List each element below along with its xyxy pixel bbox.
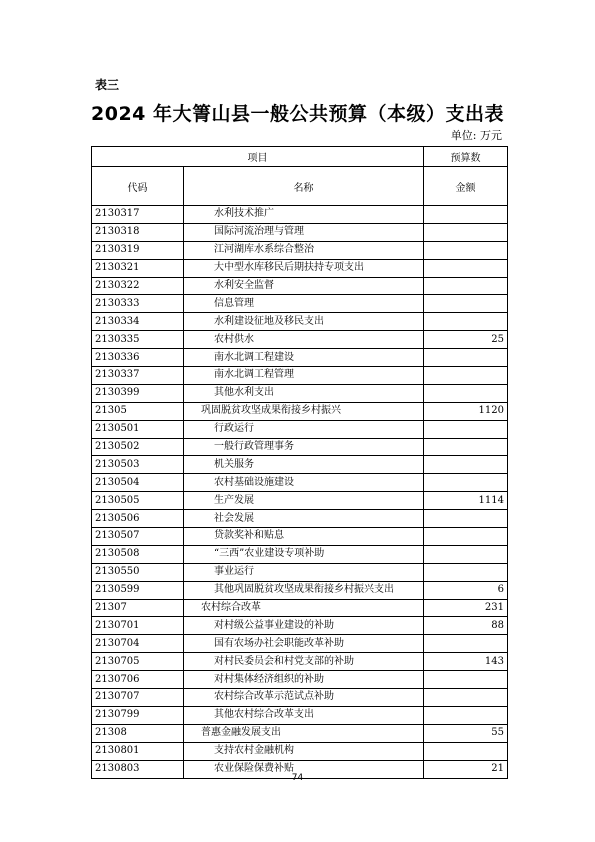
row-code: 2130506 [92, 510, 184, 528]
table-row [92, 581, 508, 599]
row-name: 农业保险保费补贴 [184, 760, 424, 778]
row-name: 国际河流治理与管理 [184, 223, 424, 241]
header-amount: 金额 [424, 167, 508, 206]
header-project: 项目 [92, 147, 424, 167]
header-code: 代码 [92, 167, 184, 206]
row-name: 水利建设征地及移民支出 [184, 313, 424, 331]
table-row [92, 510, 508, 528]
row-code: 2130317 [92, 206, 184, 224]
table-row [92, 724, 508, 742]
row-amount [424, 689, 508, 707]
row-name: 支持农村金融机构 [184, 742, 424, 760]
row-code: 2130399 [92, 384, 184, 402]
row-amount: 21 [424, 760, 508, 778]
row-name: 其他水利支出 [184, 384, 424, 402]
table-row [92, 742, 508, 760]
table-row [92, 241, 508, 259]
row-amount [424, 313, 508, 331]
row-name: “三西”农业建设专项补助 [184, 545, 424, 563]
table-row [92, 438, 508, 456]
row-name: 国有农场办社会职能改革补助 [184, 635, 424, 653]
row-amount: 1114 [424, 492, 508, 510]
table-row [92, 223, 508, 241]
row-code: 2130707 [92, 689, 184, 707]
row-amount [424, 671, 508, 689]
row-name: 农村供水 [184, 331, 424, 349]
row-code: 2130505 [92, 492, 184, 510]
page-title: 2024 年大箐山县一般公共预算（本级）支出表 [91, 103, 504, 125]
row-code: 2130801 [92, 742, 184, 760]
row-amount [424, 742, 508, 760]
row-code: 2130337 [92, 367, 184, 385]
row-amount: 25 [424, 331, 508, 349]
table-row [92, 420, 508, 438]
row-code: 21305 [92, 402, 184, 420]
row-code: 2130705 [92, 653, 184, 671]
row-amount: 6 [424, 581, 508, 599]
row-code: 2130333 [92, 295, 184, 313]
table-row [92, 456, 508, 474]
row-name: 对村级公益事业建设的补助 [184, 617, 424, 635]
table-row [92, 617, 508, 635]
table-label: 表三 [95, 78, 120, 92]
row-name: 水利安全监督 [184, 277, 424, 295]
row-amount: 143 [424, 653, 508, 671]
row-code: 2130504 [92, 474, 184, 492]
row-code: 21308 [92, 724, 184, 742]
row-code: 2130322 [92, 277, 184, 295]
row-code: 2130508 [92, 545, 184, 563]
table-row [92, 492, 508, 510]
row-name: 一般行政管理事务 [184, 438, 424, 456]
row-code: 2130319 [92, 241, 184, 259]
row-code: 2130550 [92, 563, 184, 581]
row-amount: 88 [424, 617, 508, 635]
row-name: 南水北调工程建设 [184, 349, 424, 367]
table-row [92, 313, 508, 331]
row-code: 2130502 [92, 438, 184, 456]
row-code: 2130336 [92, 349, 184, 367]
table-row [92, 206, 508, 224]
row-name: 对村集体经济组织的补助 [184, 671, 424, 689]
unit-label: 单位: 万元 [450, 129, 502, 142]
row-amount [424, 384, 508, 402]
row-amount [424, 456, 508, 474]
table-row [92, 277, 508, 295]
row-code: 2130321 [92, 259, 184, 277]
row-name: 巩固脱贫攻坚成果衔接乡村振兴 [184, 402, 424, 420]
row-amount [424, 510, 508, 528]
row-name: 信息管理 [184, 295, 424, 313]
row-code: 2130335 [92, 331, 184, 349]
row-name: 普惠金融发展支出 [184, 724, 424, 742]
header-budget: 预算数 [424, 147, 508, 167]
row-amount [424, 438, 508, 456]
row-amount [424, 277, 508, 295]
row-name: 农村综合改革示范试点补助 [184, 689, 424, 707]
row-name: 事业运行 [184, 563, 424, 581]
table-row [92, 653, 508, 671]
table-row [92, 545, 508, 563]
row-amount [424, 206, 508, 224]
row-amount [424, 241, 508, 259]
row-amount [424, 528, 508, 546]
table-row [92, 474, 508, 492]
row-code: 2130803 [92, 760, 184, 778]
row-name: 江河湖库水系综合整治 [184, 241, 424, 259]
row-amount [424, 295, 508, 313]
row-code: 21307 [92, 599, 184, 617]
row-amount [424, 563, 508, 581]
row-name: 南水北调工程管理 [184, 367, 424, 385]
row-code: 2130701 [92, 617, 184, 635]
table-row [92, 295, 508, 313]
budget-table [91, 146, 508, 779]
row-name: 水利技术推广 [184, 206, 424, 224]
row-name: 其他巩固脱贫攻坚成果衔接乡村振兴支出 [184, 581, 424, 599]
row-code: 2130704 [92, 635, 184, 653]
row-code: 2130599 [92, 581, 184, 599]
page-number: 74 [291, 773, 304, 783]
row-amount: 1120 [424, 402, 508, 420]
row-amount [424, 706, 508, 724]
row-amount: 231 [424, 599, 508, 617]
row-code: 2130503 [92, 456, 184, 474]
row-name: 社会发展 [184, 510, 424, 528]
row-amount [424, 635, 508, 653]
row-code: 2130799 [92, 706, 184, 724]
table-row [92, 367, 508, 385]
table-row [92, 528, 508, 546]
table-row [92, 706, 508, 724]
row-name: 大中型水库移民后期扶持专项支出 [184, 259, 424, 277]
table-row [92, 671, 508, 689]
row-name: 其他农村综合改革支出 [184, 706, 424, 724]
row-amount [424, 259, 508, 277]
header-name: 名称 [184, 167, 424, 206]
row-amount [424, 474, 508, 492]
table-body [92, 206, 508, 779]
row-name: 生产发展 [184, 492, 424, 510]
table-row [92, 331, 508, 349]
row-code: 2130334 [92, 313, 184, 331]
row-name: 行政运行 [184, 420, 424, 438]
row-name: 对村民委员会和村党支部的补助 [184, 653, 424, 671]
table-row [92, 599, 508, 617]
row-code: 2130706 [92, 671, 184, 689]
table-row [92, 635, 508, 653]
row-code: 2130318 [92, 223, 184, 241]
row-amount [424, 349, 508, 367]
row-name: 农村基础设施建设 [184, 474, 424, 492]
row-amount: 55 [424, 724, 508, 742]
row-name: 农村综合改革 [184, 599, 424, 617]
row-code: 2130501 [92, 420, 184, 438]
row-name: 机关服务 [184, 456, 424, 474]
row-code: 2130507 [92, 528, 184, 546]
row-amount [424, 420, 508, 438]
row-amount [424, 223, 508, 241]
table-row [92, 563, 508, 581]
row-amount [424, 367, 508, 385]
row-amount [424, 545, 508, 563]
table-row [92, 384, 508, 402]
table-row [92, 349, 508, 367]
row-name: 贷款奖补和贴息 [184, 528, 424, 546]
table-row [92, 689, 508, 707]
table-row [92, 259, 508, 277]
table-row [92, 402, 508, 420]
